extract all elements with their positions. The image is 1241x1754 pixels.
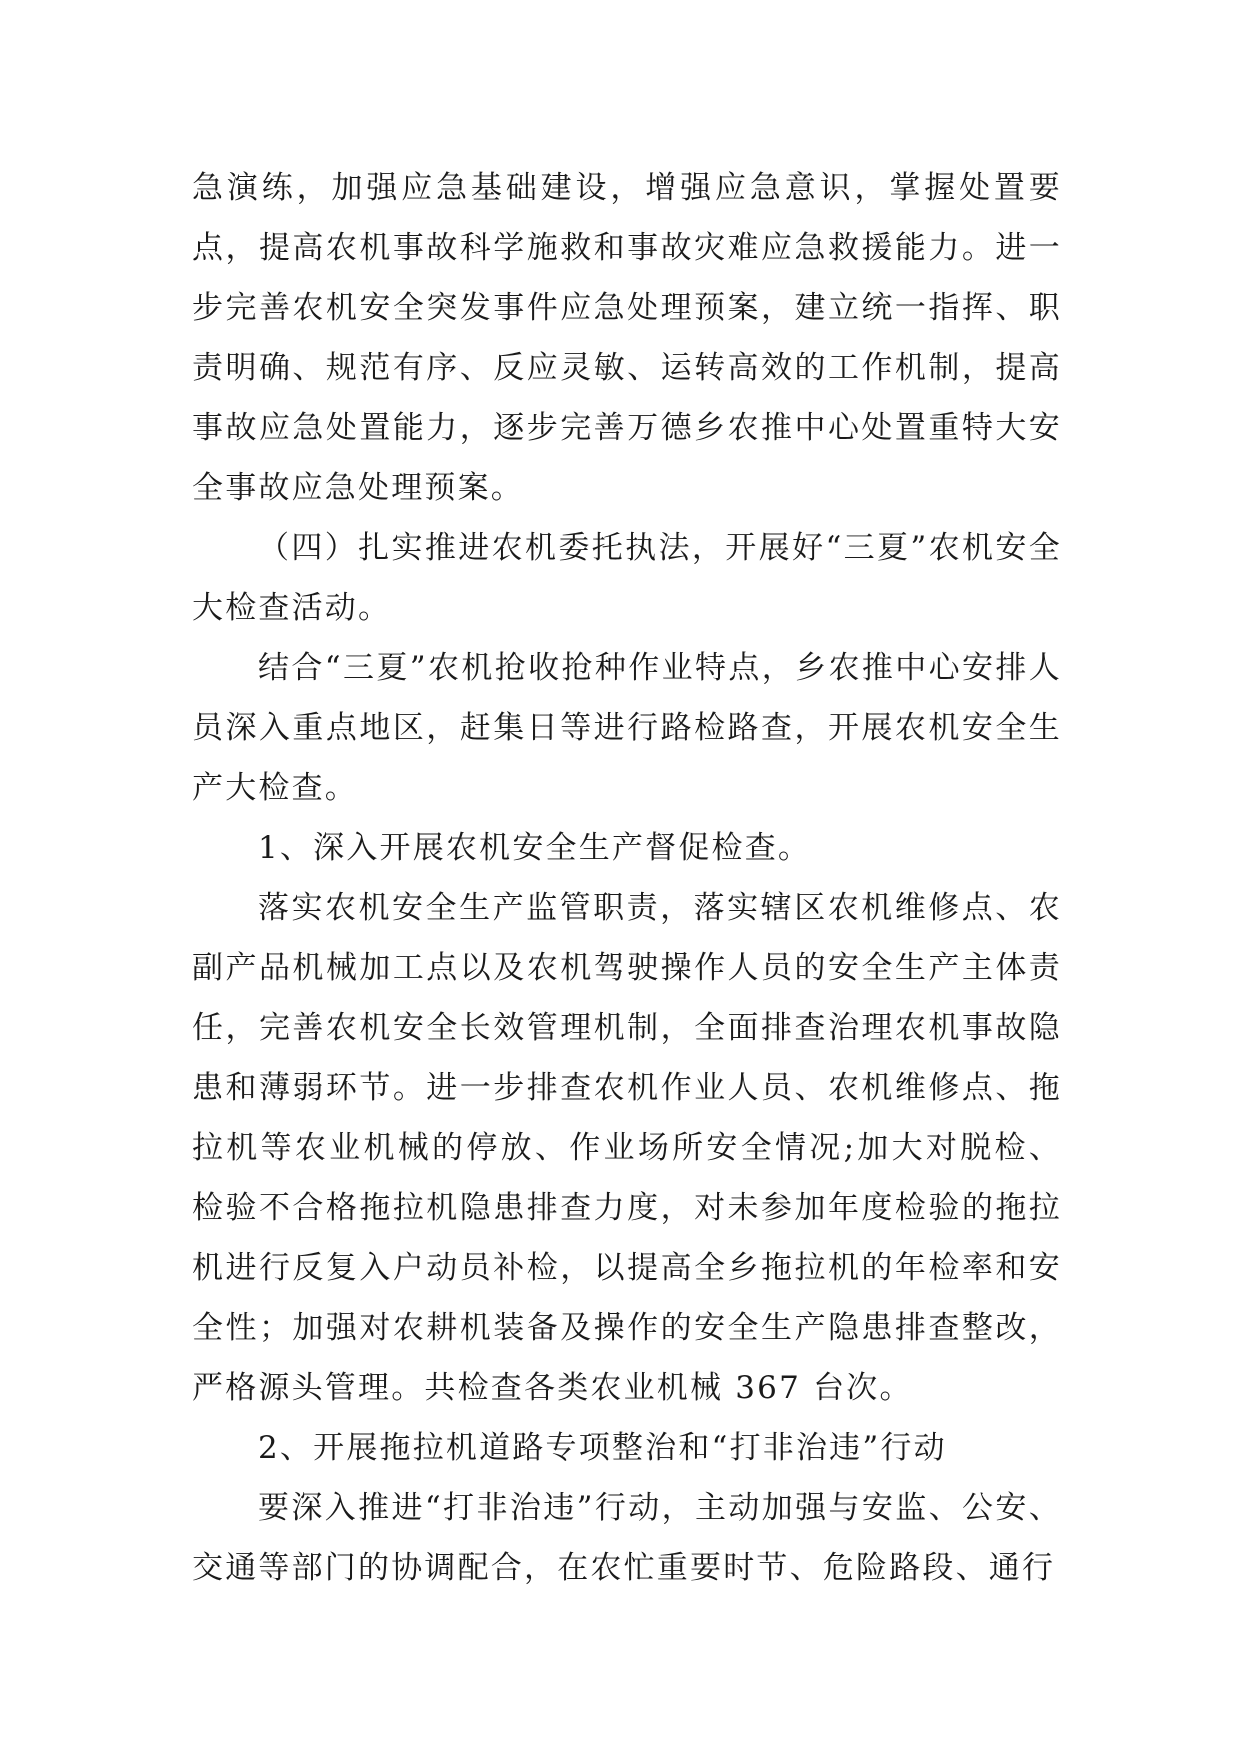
paragraph-summer-inspection: 结合“三夏”农机抢收抢种作业特点，乡农推中心安排人员深入重点地区，赶集日等进行路检路查，开展农机安全生产大检查。	[192, 650, 1062, 806]
section-heading-4: （四）扎实推进农机委托执法，开展好“三夏”农机安全大检查活动。	[192, 530, 1062, 626]
paragraph-safety-supervision: 落实农机安全生产监管职责，落实辖区农机维修点、农副产品机械加工点以及农机驾驶操作人员的安全生产主体责任，完善农机安全长效管理机制，全面排查治理农机事故隐患和薄弱环节。进一步排查农机作业人员、农机维修点、拖拉机等农业机械的停放、作业场所安全情况;加大对脱检、检验不合格拖拉机隐患排查力度，对未参加年度检验的拖拉机进行反复入户动员补检，以提高全乡拖拉机的年检率和安全性；加强对农耕机装备及操作的安全生产隐患排查整改，严格源头管理。共检查各类农业机械 367 台次。	[192, 890, 1062, 1406]
document-body	[192, 158, 1062, 1598]
paragraph-crackdown: 要深入推进“打非治违”行动，主动加强与安监、公安、交通等部门的协调配合，在农忙重要时节、危险路段、通行	[192, 1490, 1062, 1586]
paragraph-emergency-drill: 急演练，加强应急基础建设，增强应急意识，掌握处置要点，提高农机事故科学施救和事故灾难应急救援能力。进一步完善农机安全突发事件应急处理预案，建立统一指挥、职责明确、规范有序、反应灵敏、运转高效的工作机制，提高事故应急处置能力，逐步完善万德乡农推中心处置重特大安全事故应急处理预案。	[192, 170, 1062, 506]
subheading-1: 1、深入开展农机安全生产督促检查。	[258, 830, 812, 866]
subheading-2: 2、开展拖拉机道路专项整治和“打非治违”行动	[258, 1430, 947, 1466]
